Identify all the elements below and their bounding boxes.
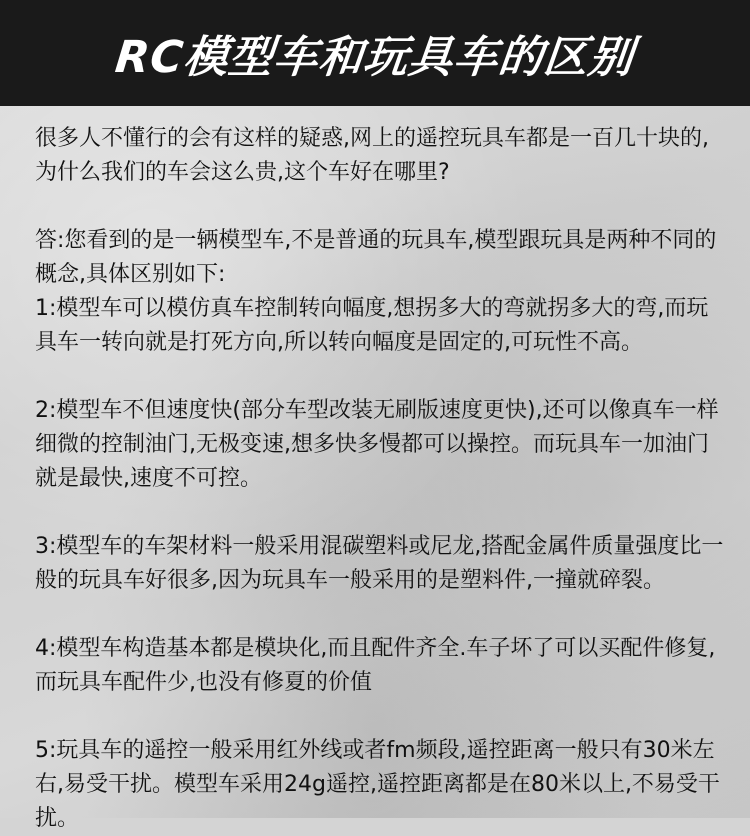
spacer <box>35 360 725 394</box>
spacer <box>35 496 725 530</box>
point-3-paragraph: 3:模型车的车架材料一般采用混碳塑料或尼龙,搭配金属件质量强度比一般的玩具车好很多,因为玩具车一般采用的是塑料件,一撞就碎裂。 <box>35 534 724 593</box>
answer-intro-paragraph: 答:您看到的是一辆模型车,不是普通的玩具车,模型跟玩具是两种不同的概念,具体区别如下: <box>35 228 717 287</box>
spacer <box>35 190 725 224</box>
page-title: RC模型车和玩具车的区别 <box>112 32 637 83</box>
spacer <box>35 700 725 734</box>
title-banner <box>0 0 750 106</box>
point-1-paragraph: 1:模型车可以模仿真车控制转向幅度,想拐多大的弯就拐多大的弯,而玩具车一转向就是打死方向,所以转向幅度是固定的,可玩性不高。 <box>35 296 709 355</box>
question-paragraph: 很多人不懂行的会有这样的疑惑,网上的遥控玩具车都是一百几十块的,为什么我们的车会这么贵,这个车好在哪里? <box>35 126 709 185</box>
point-5-paragraph: 5:玩具车的遥控一般采用红外线或者fm频段,遥控距离一般只有30米左右,易受干扰。模型车采用24g遥控,遥控距离都是在80米以上,不易受干扰。 <box>35 738 720 831</box>
point-4-paragraph: 4:模型车构造基本都是模块化,而且配件齐全.车子坏了可以买配件修复,而玩具车配件少,也没有修夏的价值 <box>35 636 716 695</box>
spacer <box>35 598 725 632</box>
article-body <box>35 122 725 836</box>
point-2-paragraph: 2:模型车不但速度快(部分车型改装无刷版速度更快),还可以像真车一样细微的控制油门,无极变速,想多快多慢都可以操控。而玩具车一加油门就是最快,速度不可控。 <box>35 398 719 491</box>
